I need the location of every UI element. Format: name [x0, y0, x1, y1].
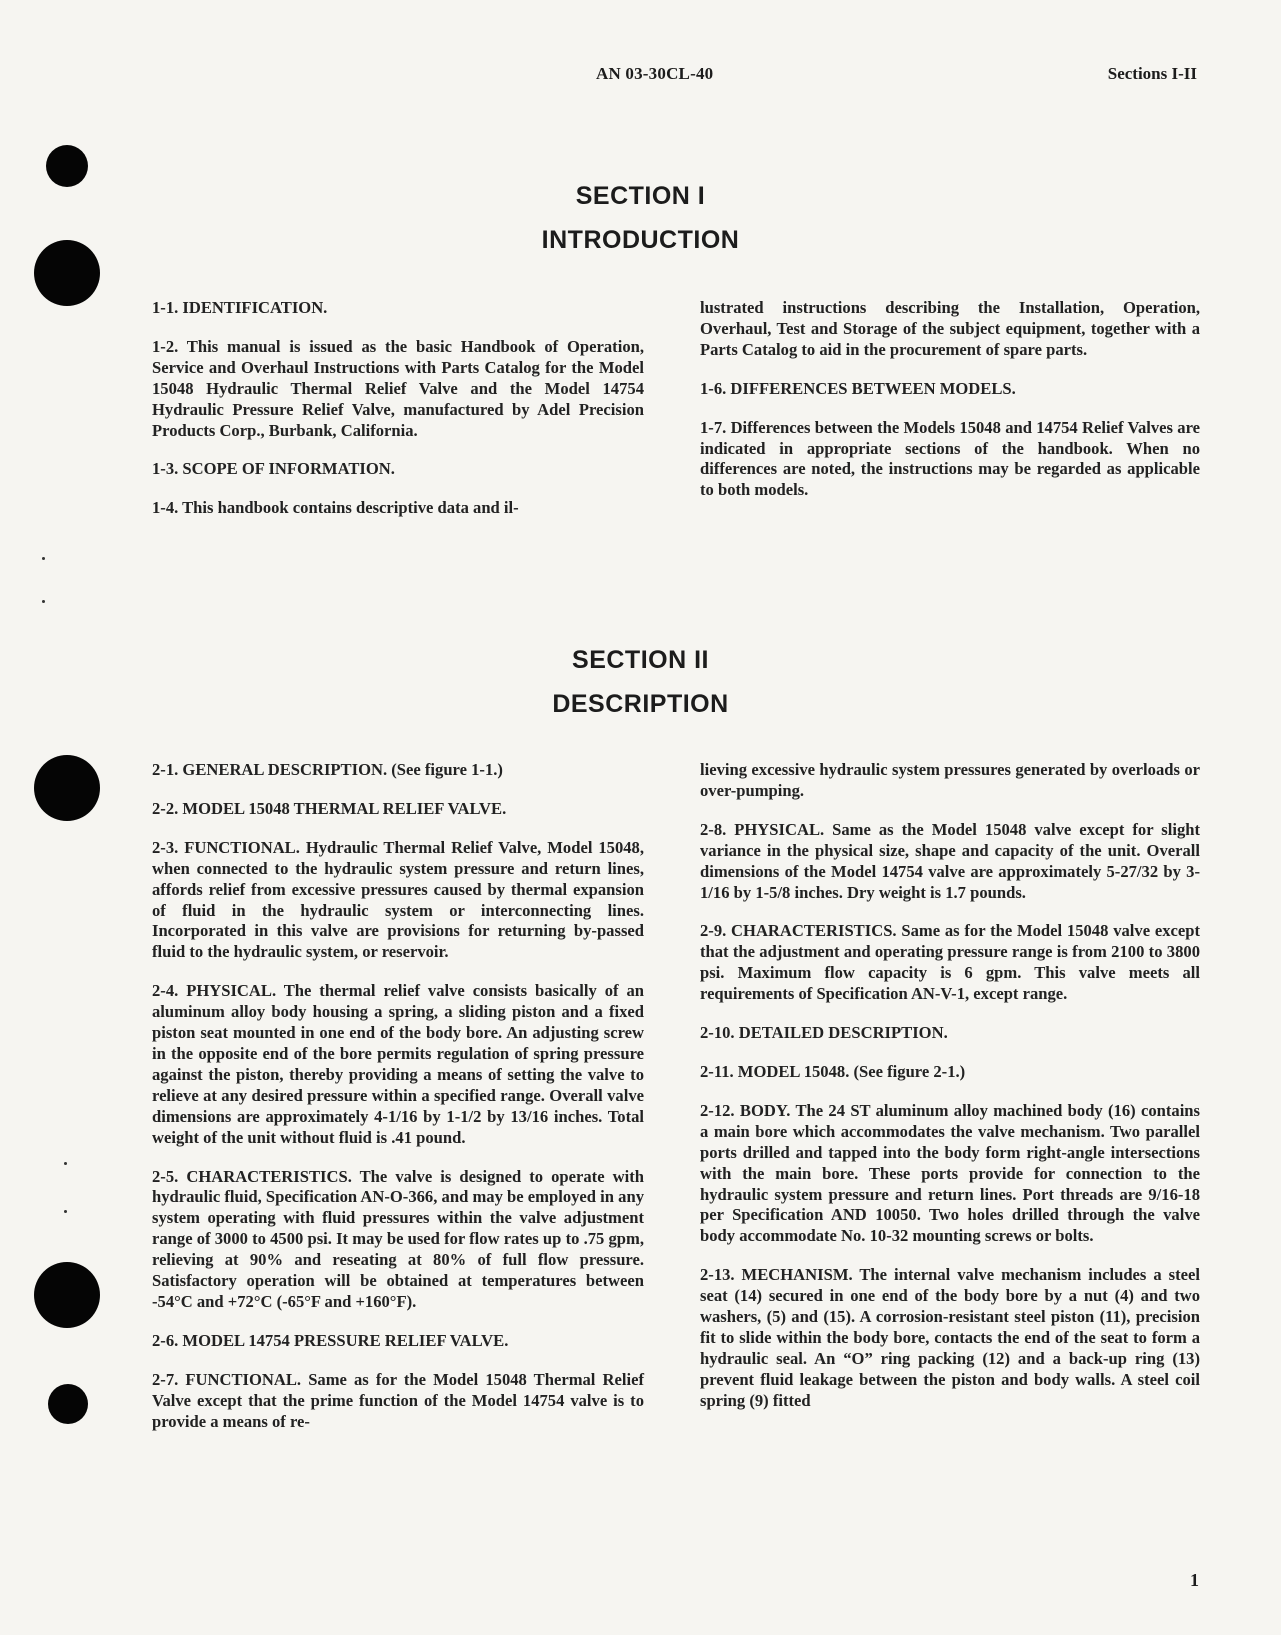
section2-number: SECTION II [572, 646, 709, 674]
paragraph: 2-9. CHARACTERISTICS. Same as for the Model 15048 valve except that the adjustment and operating pressure range is from 2100 to 3800 psi. Maximum flow capacity is 6 gpm. This valve meets all requirements of Specification AN-V-1, except range. [700, 921, 1200, 1004]
paragraph: 1-1. IDENTIFICATION. [152, 298, 328, 317]
speck [42, 557, 45, 560]
paragraph: 2-8. PHYSICAL. Same as the Model 15048 valve except for slight variance in the physical size, shape and capacity of the unit. Overall dimensions of the Model 14754 valve are approximately 5-27/32 by 3-1/16 by 1-5/8 inches. Dry weight is 1.7 pounds. [700, 819, 1200, 902]
speck [42, 600, 45, 603]
section2-title: DESCRIPTION [552, 690, 729, 718]
section2-right-column [700, 760, 1200, 1430]
section1-left-column [152, 298, 644, 537]
section2-left-column [152, 760, 644, 1450]
paragraph: 1-2. This manual is issued as the basic Handbook of Operation, Service and Overhaul Instructions with Parts Catalog for the Model 15048 Hydraulic Thermal Relief Valve and the Model 14754 Hydraulic Pressure Relief Valve, manufactured by Adel Precision Products Corp., Burbank, California. [152, 336, 644, 440]
paragraph: 2-3. FUNCTIONAL. Hydraulic Thermal Relief Valve, Model 15048, when connected to the hydraulic system pressure and return lines, affords relief from excessive pressures caused by thermal expansion of fluid in the hydraulic system or interconnecting lines. Incorporated in this valve are provisions for returning by-passed fluid to the hydraulic system, or reservoir. [152, 837, 644, 962]
paragraph: 2-6. MODEL 14754 PRESSURE RELIEF VALVE. [152, 1330, 509, 1350]
paragraph: 1-7. Differences between the Models 15048 and 14754 Relief Valves are indicated in appropriate sections of the handbook. When no differences are noted, the instructions may be regarded as applicable to both models. [700, 417, 1200, 500]
paragraph: 2-10. DETAILED DESCRIPTION. [700, 1023, 948, 1043]
section1-right-column [700, 298, 1200, 519]
paragraph: 2-13. MECHANISM. The internal valve mechanism includes a steel seat (14) secured in one end of the body bore by a nut (4) and two washers, (5) and (15). A corrosion-resistant steel piston (11), precision fit to slide within the body bore, contacts the end of the seat to form a hydraulic seal. An “O” ring packing (12) and a back-up ring (13) prevent fluid leakage between the piston and body walls. A steel coil spring (9) fitted [700, 1265, 1200, 1410]
paragraph: 2-12. BODY. The 24 ST aluminum alloy machined body (16) contains a main bore which accommodates the valve mechanism. Two parallel ports drilled and tapped into the body form right-angle intersections with the main bore. These ports provide for connection to the hydraulic system pressure and return lines. Port threads are 9/16-18 per Specification AND 10050. Two holes drilled through the valve body accommodate No. 10-32 mounting screws or bolts. [700, 1100, 1200, 1246]
doc-number: AN 03-30CL-40 [596, 64, 714, 83]
paragraph: 1-4. This handbook contains descriptive data and il- [152, 498, 519, 518]
sections-label: Sections I-II [1107, 64, 1197, 83]
paragraph: 2-11. MODEL 15048. (See figure 2-1.) [700, 1061, 966, 1081]
paragraph: 1-6. DIFFERENCES BETWEEN MODELS. [700, 378, 1016, 398]
paragraph: 2-5. CHARACTERISTICS. The valve is designed to operate with hydraulic fluid, Specification AN-O-366, and may be employed in any system operating with fluid pressures within the valve adjustment range of 3000 to 4500 psi. It may be used for flow rates up to .75 gpm, relieving at 90% and reseating at 80% of full flow pressure. Satisfactory operation will be obtained at temperatures between -54°C and +72°C (-65°F and +160°F). [152, 1166, 644, 1311]
paragraph: lustrated instructions describing the Installation, Operation, Overhaul, Test and Storage of the subject equipment, together with a Parts Catalog to aid in the procurement of spare parts. [700, 298, 1200, 359]
section1-number: SECTION I [575, 182, 706, 210]
paragraph: 2-1. GENERAL DESCRIPTION. (See figure 1-1.) [152, 760, 503, 779]
paragraph: 2-2. MODEL 15048 THERMAL RELIEF VALVE. [152, 798, 507, 818]
section1-title: INTRODUCTION [541, 226, 740, 254]
page-number: 1 [1190, 1570, 1199, 1590]
binder-hole-3 [34, 755, 100, 821]
paragraph: 2-4. PHYSICAL. The thermal relief valve consists basically of an aluminum alloy body housing a spring, a sliding piston and a fixed piston seat mounted in one end of the body bore. An adjusting screw in the opposite end of the bore permits regulation of spring pressure against the piston, thereby providing a means of setting the valve to relieve at any desired pressure within a specified range. Overall valve dimensions are approximately 4-1/16 by 1-1/2 by 13/16 inches. Total weight of the unit without fluid is .41 pound. [152, 981, 644, 1147]
binder-hole-4 [34, 1262, 100, 1328]
paragraph: lieving excessive hydraulic system pressures generated by overloads or over-pumping. [700, 760, 1200, 800]
speck [64, 1210, 67, 1213]
paragraph: 2-7. FUNCTIONAL. Same as for the Model 15048 Thermal Relief Valve except that the prime function of the Model 14754 valve is to provide a means of re- [152, 1369, 644, 1431]
binder-hole-5 [48, 1384, 88, 1424]
speck [64, 1162, 67, 1165]
paragraph: 1-3. SCOPE OF INFORMATION. [152, 459, 395, 479]
binder-hole-1 [46, 145, 88, 187]
